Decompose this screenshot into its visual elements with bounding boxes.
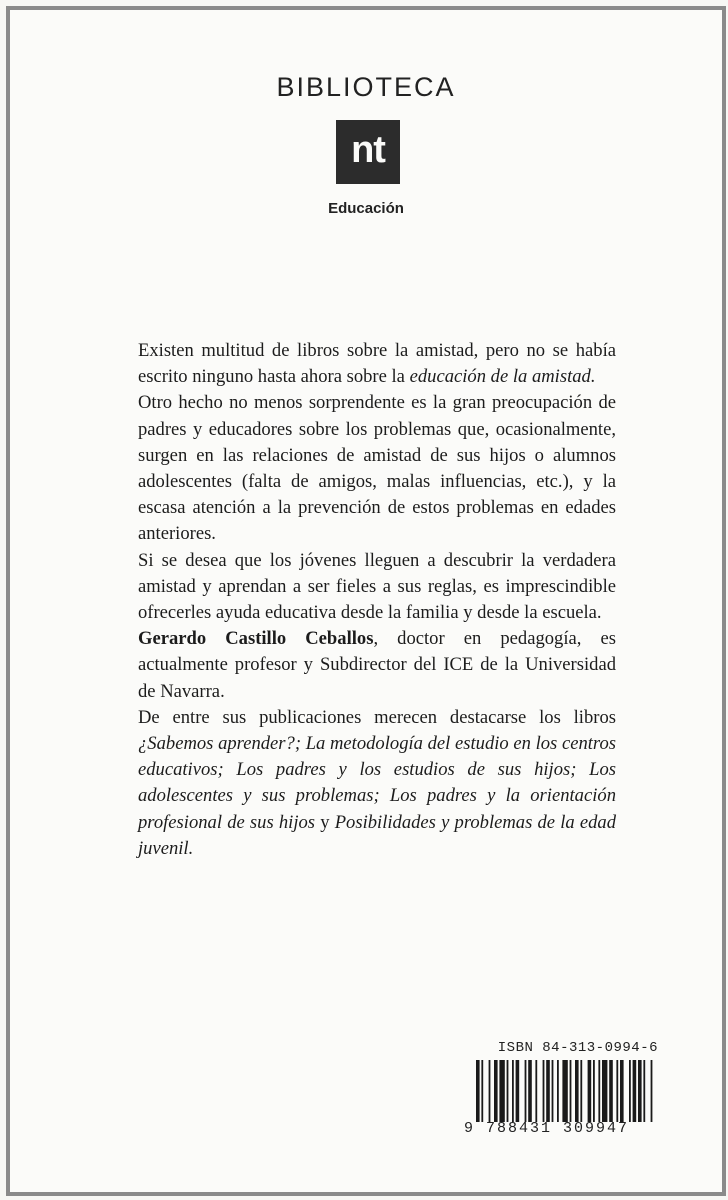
author-bio: , doctor en pedagogía, es actualmente profesor y Subdirector del ICE de la Universidad de Navarra. <box>138 628 616 702</box>
blurb-text-span: y <box>315 811 335 833</box>
series-title: BIBLIOTECA <box>276 72 456 102</box>
blurb-paragraph-1 <box>138 338 616 390</box>
blurb-emphasis: educación de la amistad. <box>409 366 596 388</box>
barcode-icon <box>462 1060 658 1122</box>
barcode-digits: 9 788431 309947 <box>464 1120 630 1137</box>
blurb-paragraph-2: Otro hecho no menos sorprendente es la gran preocupación de padres y educadores sobre los problemas que, ocasionalmente, surgen en las relaciones de amistad de sus hijos o alumnos adolescentes (falta de amigos, malas influencias, etc.), y la escasa atención a la prevención de estos problemas en edades anteriores. <box>138 392 616 545</box>
isbn-block <box>462 1040 658 1137</box>
blurb-text-span: Existen multitud de libros sobre la amistad, pero no se había escrito ninguno hasta ahora sobre la <box>138 340 616 388</box>
series-subtitle: Educación <box>328 200 404 217</box>
publisher-logo <box>336 120 400 184</box>
back-cover <box>6 6 726 1196</box>
blurb-text <box>138 338 616 862</box>
blurb-paragraph-3: Si se desea que los jóvenes lleguen a descubrir la verdadera amistad y aprendan a ser fieles a sus reglas, es imprescindible ofrecerles ayuda educativa desde la familia y desde la escuela. <box>138 549 616 624</box>
blurb-text-span: De entre sus publicaciones merecen destacarse los libros <box>138 706 616 728</box>
blurb-paragraph-5 <box>138 705 616 862</box>
blurb-paragraph-4 <box>138 626 616 705</box>
logo-text: nt <box>351 128 385 171</box>
book-titles: ¿Sabemos aprender?; La metodología del estudio en los centros educativos; Los padres y los estudios de sus hijos; Los adolescentes y sus problemas; Los padres y la orientación profesional de sus hijos <box>138 733 616 833</box>
isbn-label: ISBN 84-313-0994-6 <box>497 1040 658 1056</box>
author-name: Gerardo Castillo Ceballos <box>138 628 374 650</box>
book-title-last: Posibilidades y problemas de la edad juvenil. <box>138 811 617 859</box>
